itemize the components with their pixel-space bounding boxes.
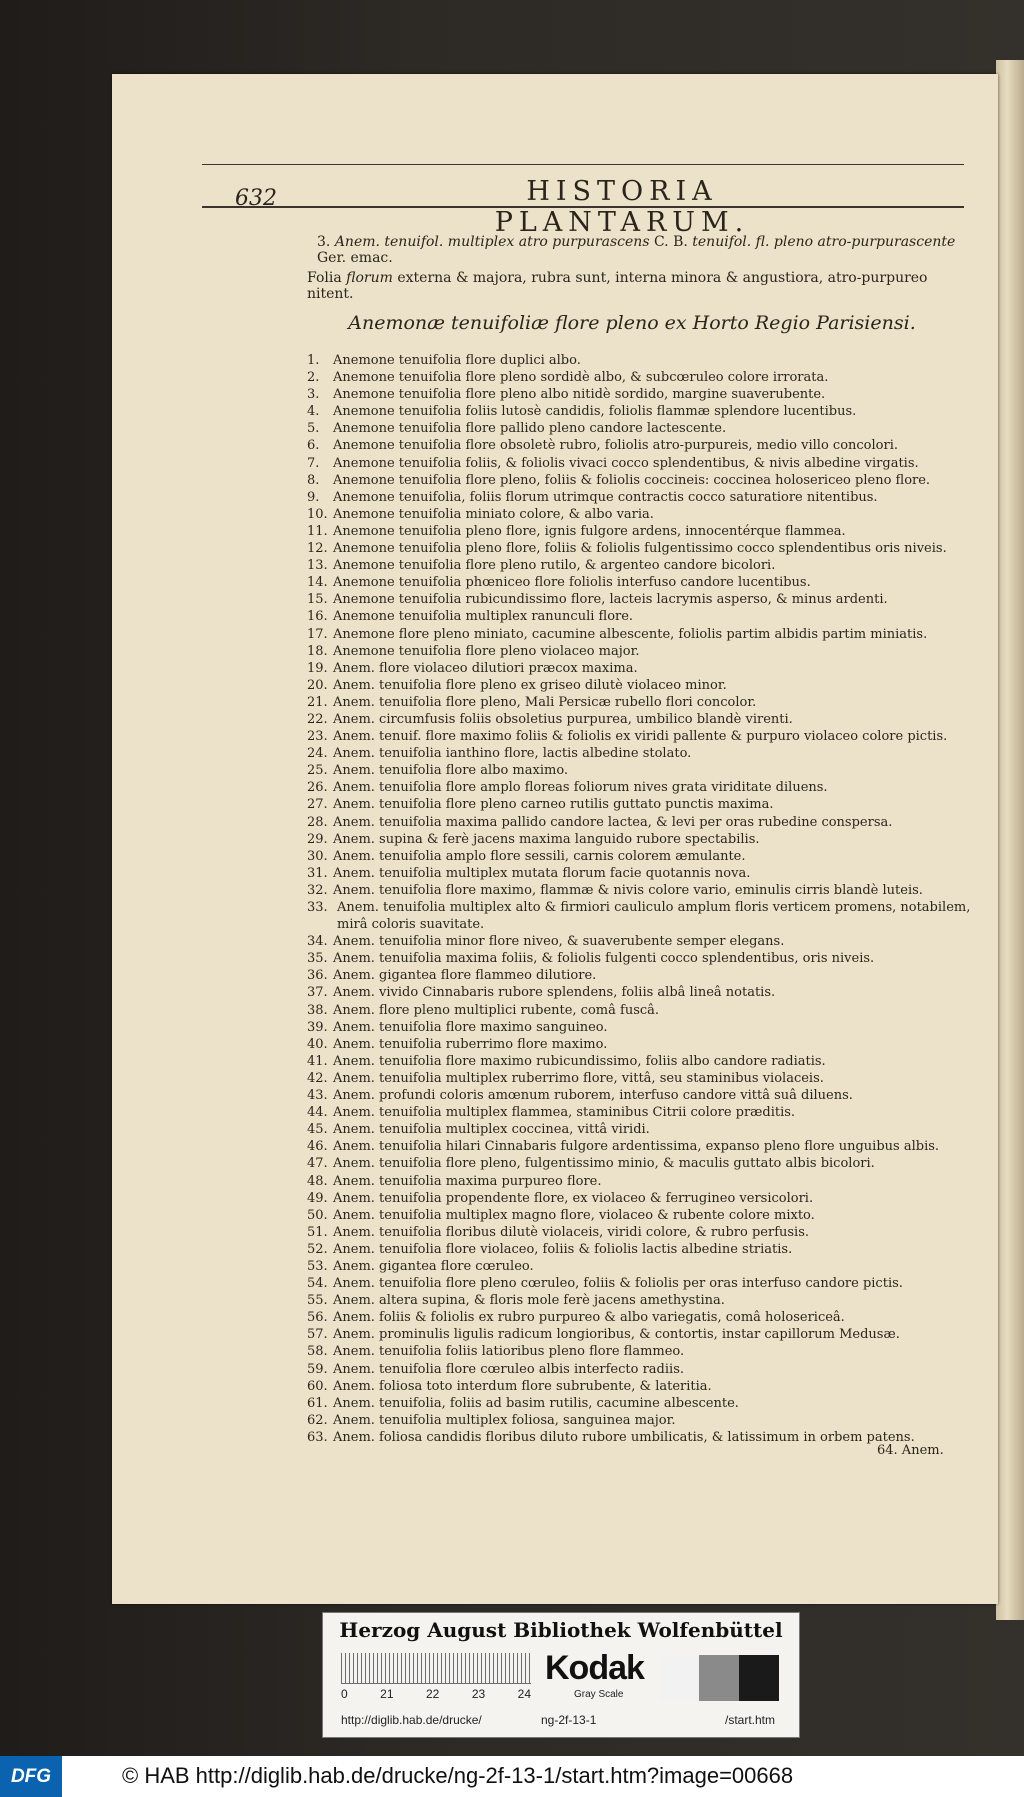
item-number: 4.: [307, 404, 320, 420]
item-number: 54.: [307, 1276, 328, 1292]
item-text: Anem. tenuifolia flore pleno, Mali Persicæ rubello flori concolor.: [333, 694, 757, 710]
item-number: 63.: [307, 1429, 328, 1445]
item-text: Anemone tenuifolia flore duplici albo.: [333, 353, 581, 368]
label-url-id: ng-2f-13-1: [541, 1713, 597, 1727]
list-item: [307, 523, 987, 540]
intro-italic-a: Anem. tenuifol. multiplex atro purpurascens: [334, 234, 650, 250]
item-text: Anemone tenuifolia rubicundissimo flore, lacteis lacrymis asperso, & minus ardenti.: [333, 592, 888, 608]
list-item: [307, 882, 987, 899]
list-item: [307, 1104, 987, 1121]
list-item: [307, 1087, 987, 1104]
list-item: [307, 1121, 987, 1138]
item-text: Anem. gigantea flore cœruleo.: [333, 1258, 534, 1274]
list-item: [307, 1207, 987, 1224]
item-text: Anem. prominulis ligulis radicum longioribus, & contortis, instar capillorum Medusæ.: [333, 1327, 900, 1343]
item-number: 23.: [307, 729, 328, 745]
item-number: 27.: [307, 797, 328, 813]
item-text: Anemone tenuifolia, foliis florum utrimque contractis cocco saturatiore nitentibus.: [333, 489, 878, 505]
list-item: [307, 455, 987, 472]
item-number: 42.: [307, 1070, 328, 1086]
footer-bar: [0, 1756, 1024, 1797]
item-number: 48.: [307, 1173, 328, 1189]
item-text: Anem. tenuifolia multiplex mutata florum facie quotannis nova.: [333, 865, 751, 881]
intro-tail: Ger. emac.: [317, 250, 393, 266]
item-number: 36.: [307, 968, 328, 984]
list-item: [307, 1070, 987, 1087]
item-number: 2.: [307, 370, 320, 386]
list-item: [307, 1309, 987, 1326]
gray-swatch: [739, 1655, 779, 1701]
item-number: 43.: [307, 1088, 328, 1104]
item-text: Anem. foliosa toto interdum flore subrubente, & lateritia.: [333, 1378, 712, 1394]
item-number: 41.: [307, 1053, 328, 1069]
item-number: 38.: [307, 1002, 328, 1018]
list-item: [307, 1275, 987, 1292]
item-text: Anem. tenuifolia multiplex flammea, staminibus Citrii colore præditis.: [333, 1105, 796, 1121]
item-text: Anem. tenuifolia flore maximo rubicundissimo, foliis albo candore radiatis.: [333, 1053, 826, 1069]
list-item: [307, 933, 987, 950]
copyright-link[interactable]: © HAB http://diglib.hab.de/drucke/ng-2f-13-1/start.htm?image=00668: [122, 1763, 794, 1788]
list-item: [307, 1292, 987, 1309]
item-text: Anemone tenuifolia flore pleno albo nitidè sordido, margine suaverubente.: [333, 387, 826, 403]
item-text: Anemone tenuifolia miniato colore, & albo varia.: [333, 506, 654, 522]
list-item: [307, 1258, 987, 1275]
item-text: Anem. tenuifolia multiplex ruberrimo flore, vittâ, seu staminibus violaceis.: [333, 1070, 824, 1086]
intro-italic-b: tenuifol. fl. pleno atro-purpurascente: [692, 234, 956, 250]
intro2-tail: externa & majora, rubra sunt, interna minora & angustiora, atro-purpureo nitent.: [307, 270, 928, 302]
item-text: Anem. tenuifolia propendente flore, ex violaceo & ferrugineo versicolori.: [333, 1190, 814, 1206]
item-number: 40.: [307, 1036, 328, 1052]
item-number: 50.: [307, 1207, 328, 1223]
item-number: 18.: [307, 643, 328, 659]
item-text: Anemone tenuifolia flore pallido pleno candore lactescente.: [333, 421, 727, 437]
item-number: 24.: [307, 746, 328, 762]
gray-scale-label: Gray Scale: [574, 1689, 624, 1700]
item-text: Anem. tenuifolia flore maximo, flammæ & nivis colore vario, eminulis cirris blandè luteis.: [333, 882, 923, 898]
item-text: Anem. tenuifolia minor flore niveo, & suaverubente semper elegans.: [333, 934, 785, 950]
intro-line-2: [307, 270, 977, 302]
item-number: 44.: [307, 1105, 328, 1121]
list-item: [307, 950, 987, 967]
item-number: 1.: [307, 353, 320, 368]
item-number: 45.: [307, 1122, 328, 1138]
item-number: 39.: [307, 1019, 328, 1035]
item-text: Anemone tenuifolia multiplex ranunculi flore.: [333, 609, 634, 625]
item-text: Anem. tenuifolia multiplex alto & firmiori cauliculo amplum floris verticem promens, notabilem, mirâ coloris suavitate.: [337, 900, 971, 933]
item-text: Anem. tenuifolia hilari Cinnabaris fulgore ardentissima, expanso pleno flore unguibus albis.: [333, 1139, 940, 1155]
list-item: [307, 1053, 987, 1070]
item-number: 46.: [307, 1139, 328, 1155]
item-number: 11.: [307, 523, 328, 539]
item-text: Anemone tenuifolia foliis, & foliolis vivaci cocco splendentibus, & nivis albedine virgatis.: [333, 455, 919, 471]
list-item: [307, 1343, 987, 1360]
list-item: [307, 591, 987, 608]
list-item: [307, 660, 987, 677]
list-item: [307, 831, 987, 848]
item-number: 57.: [307, 1327, 328, 1343]
list-item: [307, 608, 987, 625]
catchword: 64. Anem.: [877, 1443, 944, 1458]
list-item: [307, 1190, 987, 1207]
list-item: [307, 745, 987, 762]
item-text: Anem. tenuifolia flore maximo sanguineo.: [333, 1019, 608, 1035]
item-number: 61.: [307, 1395, 328, 1411]
intro-number: 3.: [317, 234, 331, 250]
list-item: [307, 984, 987, 1001]
list-item: [307, 1138, 987, 1155]
item-number: 22.: [307, 711, 328, 727]
item-number: 20.: [307, 677, 328, 693]
list-item: [307, 643, 987, 660]
list-item: [307, 1173, 987, 1190]
list-item: [307, 728, 987, 745]
list-item: [307, 711, 987, 728]
ruler-number: 24: [517, 1687, 531, 1701]
item-text: Anem. supina & ferè jacens maxima languido rubore spectabilis.: [333, 831, 760, 847]
list-item: [307, 1002, 987, 1019]
list-item: [307, 779, 987, 796]
label-url-page: /start.htm: [725, 1713, 776, 1727]
list-item: [307, 557, 987, 574]
library-label-card: [322, 1612, 800, 1738]
page-number: 632: [235, 186, 277, 211]
item-text: Anem. tenuifolia multiplex foliosa, sanguinea major.: [333, 1412, 676, 1428]
item-number: 60.: [307, 1378, 328, 1394]
list-item: [307, 369, 987, 386]
item-number: 33.: [307, 900, 328, 915]
list-item: [307, 967, 987, 984]
list-item: [307, 814, 987, 831]
item-text: Anemone flore pleno miniato, cacumine albescente, foliolis partim albidis partim miniatis.: [333, 626, 928, 642]
item-text: Anem. foliosa candidis floribus diluto rubore umbilicatis, & latissimum in orbem patens.: [333, 1429, 915, 1445]
list-item: [307, 352, 987, 369]
list-item: [307, 506, 987, 523]
item-number: 21.: [307, 694, 328, 710]
list-item: [307, 1019, 987, 1036]
item-number: 29.: [307, 831, 328, 847]
item-number: 51.: [307, 1224, 328, 1240]
item-text: Anem. tenuifolia flore pleno ex griseo dilutè violaceo minor.: [333, 677, 727, 693]
item-number: 55.: [307, 1293, 328, 1309]
item-number: 12.: [307, 541, 328, 557]
item-number: 34.: [307, 934, 328, 950]
scale-ruler: [341, 1653, 531, 1684]
item-number: 16.: [307, 609, 328, 625]
list-item: [307, 403, 987, 420]
item-text: Anem. tenuifolia flore violaceo, foliis & foliolis lactis albedine striatis.: [333, 1241, 793, 1257]
item-text: Anem. tenuifolia foliis latioribus pleno flore flammeo.: [333, 1344, 685, 1360]
list-item: [307, 1326, 987, 1343]
item-text: Anem. tenuifolia maxima purpureo flore.: [333, 1173, 602, 1189]
item-number: 15.: [307, 592, 328, 608]
plant-list: [307, 352, 987, 1446]
item-text: Anem. tenuifolia floribus dilutè violaceis, viridi colore, & rubro perfusis.: [333, 1224, 810, 1240]
item-number: 28.: [307, 814, 328, 830]
item-number: 52.: [307, 1241, 328, 1257]
ruler-number: 21: [380, 1687, 394, 1701]
list-item: [307, 420, 987, 437]
list-item: [307, 574, 987, 591]
item-number: 8.: [307, 472, 320, 488]
header-rule-bottom: [202, 206, 964, 208]
section-title: Anemonæ tenuifoliæ flore pleno ex Horto Regio Parisiensi.: [348, 312, 916, 334]
item-number: 25.: [307, 763, 328, 779]
item-text: Anem. tenuifolia multiplex magno flore, violaceo & rubente colore mixto.: [333, 1207, 815, 1223]
item-number: 6.: [307, 438, 320, 454]
item-text: Anem. tenuifolia, foliis ad basim rutilis, cacumine albescente.: [333, 1395, 739, 1411]
ruler-number: 23: [471, 1687, 486, 1701]
item-number: 49.: [307, 1190, 328, 1206]
item-text: Anem. flore pleno multiplici rubente, comâ fuscâ.: [333, 1002, 660, 1018]
list-item: [307, 489, 987, 506]
item-text: Anem. altera supina, & floris mole ferè jacens amethystina.: [333, 1293, 725, 1309]
list-item: [307, 1412, 987, 1429]
list-item: [307, 1395, 987, 1412]
item-text: Anem. tenuifolia flore amplo floreas foliorum nives grata viriditate diluens.: [333, 780, 828, 796]
item-number: 10.: [307, 506, 328, 522]
item-text: Anem. tenuif. flore maximo foliis & foliolis ex viridi pallente & purpuro violaceo colore pictis.: [333, 729, 948, 745]
list-item: [307, 1155, 987, 1172]
gray-swatch: [699, 1655, 739, 1701]
item-text: Anem. tenuifolia amplo flore sessili, carnis colorem æmulante.: [333, 848, 746, 864]
item-text: Anemone tenuifolia flore pleno, foliis & foliolis coccineis: coccinea holosericeo pleno flore.: [333, 472, 931, 488]
item-text: Anem. circumfusis foliis obsoletius purpurea, umbilico blandè virenti.: [333, 711, 793, 727]
item-text: Anem. tenuifolia ianthino flore, lactis albedine stolato.: [333, 746, 692, 762]
ruler-number: 22: [425, 1687, 440, 1701]
list-item: [307, 1036, 987, 1053]
item-number: 26.: [307, 780, 328, 796]
item-number: 35.: [307, 951, 328, 967]
item-text: Anem. profundi coloris amœnum ruborem, interfuso candore vittâ suâ diluens.: [333, 1088, 853, 1104]
intro2-italic: florum: [346, 270, 393, 286]
item-text: Anemone tenuifolia pleno flore, foliis & foliolis fulgentissimo cocco splendentibus oris niveis.: [333, 541, 947, 557]
ruler-numbers: [341, 1687, 531, 1701]
item-text: Anemone tenuifolia pleno flore, ignis fulgore ardens, innocentérque flammea.: [333, 523, 846, 539]
list-item: [307, 796, 987, 813]
list-item: [307, 386, 987, 403]
item-text: Anem. tenuifolia maxima pallido candore lactea, & levi per oras rubedine conspersa.: [333, 814, 893, 830]
label-url-base: http://diglib.hab.de/drucke/: [341, 1713, 482, 1727]
item-text: Anem. foliis & foliolis ex rubro purpureo & albo variegatis, comâ holosericeâ.: [333, 1310, 845, 1326]
list-item: [307, 848, 987, 865]
item-number: 37.: [307, 985, 328, 1001]
item-text: Anem. tenuifolia multiplex coccinea, vittâ viridi.: [333, 1122, 650, 1138]
item-number: 9.: [307, 489, 320, 505]
item-number: 14.: [307, 575, 328, 591]
item-number: 32.: [307, 882, 328, 898]
item-text: Anemone tenuifolia flore pleno sordidè albo, & subcœruleo colore irrorata.: [333, 370, 829, 386]
intro-plain: C. B.: [649, 234, 693, 250]
item-text: Anem. tenuifolia maxima foliis, & foliolis fulgenti cocco splendentibus, oris niveis.: [333, 951, 875, 967]
list-item: [307, 762, 987, 779]
item-text: Anem. flore violaceo dilutiori præcox maxima.: [333, 660, 638, 676]
item-number: 3.: [307, 387, 320, 403]
list-item: [307, 540, 987, 557]
item-text: Anem. tenuifolia flore pleno, fulgentissimo minio, & maculis guttato albis bicolori.: [333, 1156, 875, 1172]
item-text: Anemone tenuifolia flore pleno violaceo major.: [333, 643, 640, 659]
header-rule-top: [202, 164, 964, 165]
list-item: [307, 472, 987, 489]
item-number: 30.: [307, 848, 328, 864]
item-number: 56.: [307, 1310, 328, 1326]
list-item: [307, 694, 987, 711]
item-text: Anem. tenuifolia flore pleno carneo rutilis guttato punctis maxima.: [333, 797, 774, 813]
gray-swatch: [659, 1655, 699, 1701]
list-item: [307, 1224, 987, 1241]
list-item: [307, 1361, 987, 1378]
item-number: 17.: [307, 626, 328, 642]
item-text: Anem. tenuifolia flore cœruleo albis interfecto radiis.: [333, 1361, 684, 1377]
intro-line-1: [317, 234, 977, 266]
item-text: Anem. tenuifolia flore pleno cœruleo, foliis & foliolis per oras interfuso candore pictis.: [333, 1276, 903, 1292]
dfg-logo: DFG: [0, 1756, 62, 1797]
gray-scale-swatches: [659, 1655, 779, 1701]
kodak-logo: Kodak: [545, 1649, 644, 1687]
item-text: Anemone tenuifolia flore pleno rutilo, & argenteo candore bicolori.: [333, 558, 776, 574]
adjacent-page-edge: [996, 60, 1024, 1620]
item-text: Anemone tenuifolia foliis lutosè candidis, foliolis flammæ splendore lucentibus.: [333, 404, 857, 420]
running-head: HISTORIA PLANTARUM.: [494, 176, 750, 238]
item-number: 5.: [307, 421, 320, 437]
item-number: 31.: [307, 865, 328, 881]
ruler-number: 0: [341, 1687, 348, 1701]
list-item: [307, 865, 987, 882]
item-text: Anemone tenuifolia flore obsoletè rubro, foliolis atro-purpureis, medio villo concolori.: [333, 438, 898, 454]
item-number: 19.: [307, 660, 328, 676]
list-item: [307, 1241, 987, 1258]
item-text: Anem. tenuifolia ruberrimo flore maximo.: [333, 1036, 608, 1052]
item-number: 59.: [307, 1361, 328, 1377]
item-text: Anem. vivido Cinnabaris rubore splendens, foliis albâ lineâ notatis.: [333, 985, 776, 1001]
library-name: Herzog August Bibliothek Wolfenbüttel: [339, 1618, 783, 1642]
item-text: Anemone tenuifolia phœniceo flore foliolis interfuso candore lucentibus.: [333, 575, 811, 591]
book-page: [112, 74, 998, 1604]
intro2-lead: Folia: [307, 270, 347, 286]
item-number: 7.: [307, 455, 320, 471]
list-item: [307, 1378, 987, 1395]
list-item: [307, 899, 987, 933]
item-number: 13.: [307, 558, 328, 574]
list-item: [307, 677, 987, 694]
item-number: 58.: [307, 1344, 328, 1360]
item-number: 53.: [307, 1258, 328, 1274]
list-item: [307, 437, 987, 454]
list-item: [307, 626, 987, 643]
item-text: Anem. gigantea flore flammeo dilutiore.: [333, 968, 597, 984]
item-text: Anem. tenuifolia flore albo maximo.: [333, 763, 569, 779]
item-number: 47.: [307, 1156, 328, 1172]
item-number: 62.: [307, 1412, 328, 1428]
